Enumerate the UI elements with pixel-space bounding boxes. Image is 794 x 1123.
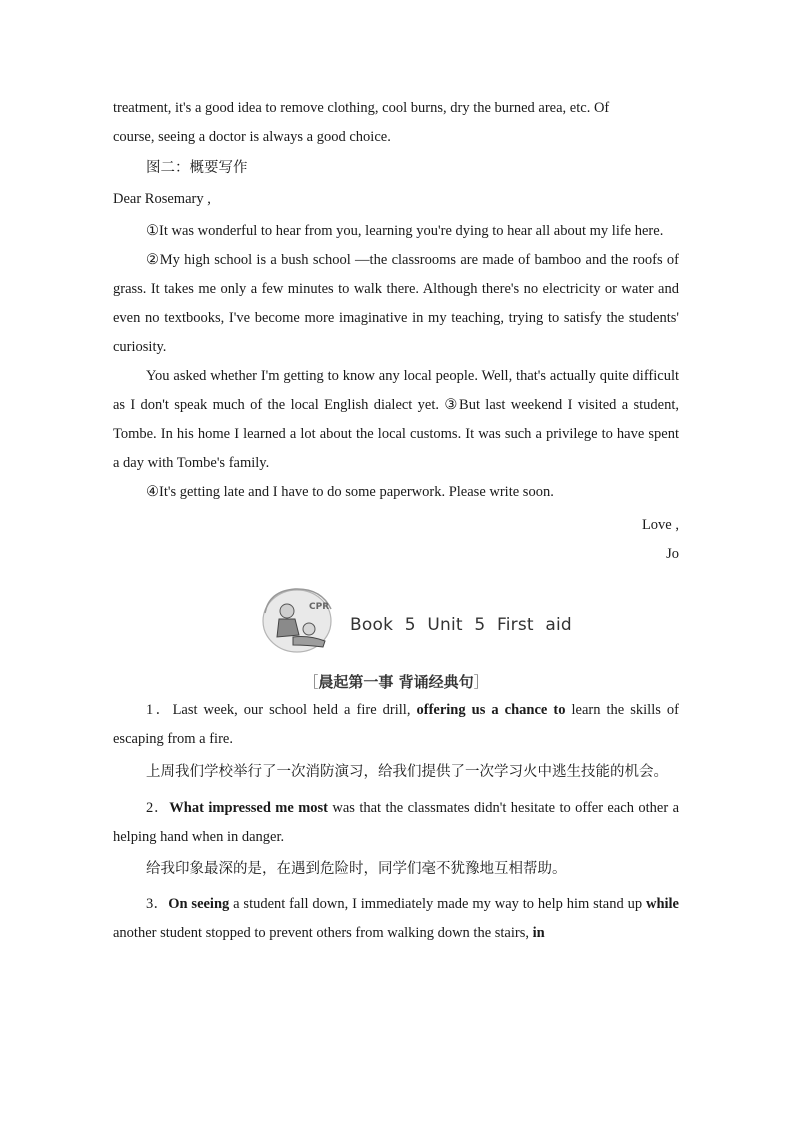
letter-signature: Jo [666,546,679,562]
sentence-3-key-phrase-3: in [532,925,545,941]
sentence-3-text-1: a student fall down, I immediately made my way to help him stand up [229,896,646,912]
letter-salutation: Dear Rosemary , [113,191,211,207]
section-title-close-bracket: ］ [473,673,489,691]
letter-paragraph-2: ②My high school is a bush school ―the classrooms are made of bamboo and the roofs of grass. It takes me only a few minutes to walk there. Although there's no electricity or water and even no textbooks, I've become more imaginative in my teaching, trying to satisfy the students' curiosity. [113,252,679,355]
letter-closing: Love , [641,517,679,533]
sentence-3-key-phrase-2: while [645,896,679,912]
sentence-1-number: 1． [146,702,173,718]
sentence-2-text-after: was that the classmates didn't hesitate to offer each other a helping hand when in danger. [113,800,680,845]
sentence-1 [113,696,679,754]
sentence-3-text-2: another student stopped to prevent others from walking down the stairs, [113,925,533,941]
sentence-3-key-phrase-1: On seeing [168,896,230,912]
letter-intro-line-1: treatment, it's a good idea to remove clothing, cool burns, dry the burned area, etc. Of [113,100,610,116]
letter-intro-line-2: course, seeing a doctor is always a good choice. [113,129,391,145]
sentence-2-number: 2． [146,800,170,816]
letter-paragraph-4: ④It's getting late and I have to do some paperwork. Please write soon. [146,484,554,500]
document-page [113,94,679,948]
sentence-2-key-phrase: What impressed me most [169,800,328,816]
sentence-3 [113,890,679,948]
sentence-1-translation: 上周我们学校举行了一次消防演习，给我们提供了一次学习火中逃生技能的机会。 [146,764,668,780]
sentence-1-text-after: learn the skills of escaping from a fire. [113,702,679,747]
sentence-1-key-phrase: offering us a chance to [416,702,566,718]
sentence-2 [113,794,679,852]
sentence-1-text-before: Last week, our school held a fire drill, [172,702,417,718]
unit-title: Book 5 Unit 5 First aid [350,615,572,635]
section-title-text: 晨起第一事 背诵经典句 [318,673,474,691]
letter-paragraph-3: You asked whether I'm getting to know any local people. Well, that's actually quite difficult as I don't speak much of the local English dialect yet. ③But last weekend I visited a student, Tombe. In his home I learned a lot about the local customs. It was such a privilege to have spent a day with Tombe's family. [113,368,679,471]
svg-text:CPR: CPR [309,602,330,612]
sentence-2-translation: 给我印象最深的是，在遇到危险时，同学们毫不犹豫地互相帮助。 [146,861,567,877]
summary-heading: 图二：概要写作 [146,160,248,176]
section-title-open-bracket: ［ [303,673,319,691]
unit-header [113,585,679,677]
first-aid-illustration-icon [259,585,337,655]
sentence-3-number: 3． [146,896,169,912]
letter-paragraph-1: ①It was wonderful to hear from you, learning you're dying to hear all about my life here. [146,223,664,239]
